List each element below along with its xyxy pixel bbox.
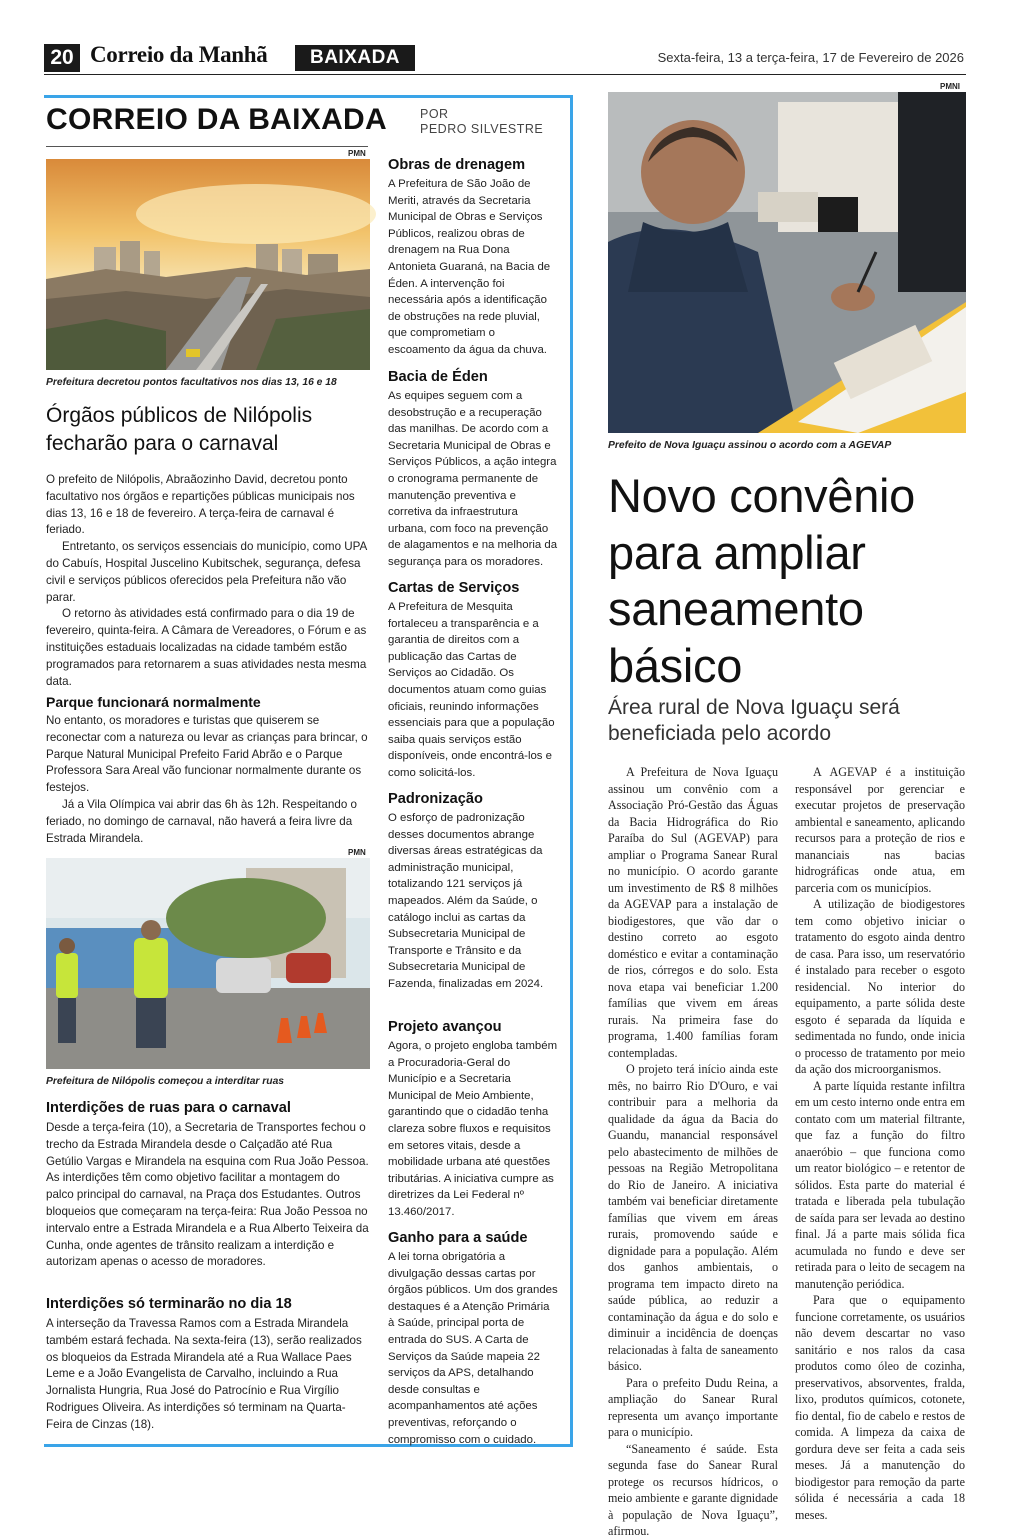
page-number: 20 [44,44,80,72]
news-brief [388,369,558,571]
photo-caption: Prefeito de Nova Iguaçu assinou o acordo com a AGEVAP [608,440,892,451]
masthead-logo: Correio da Manhã [90,42,268,67]
byline-author: PEDRO SILVESTRE [420,122,544,136]
edition-date: Sexta-feira, 13 a terça-feira, 17 de Fevereiro de 2026 [657,50,964,65]
photo-credit: PMNI [940,82,960,91]
paragraph: O projeto terá início ainda este mês, no bairro Rio D'Ouro, e vai contribuir para a melhoria da qualidade da água da Bacia do Guandu, manancial responsável pelo abastecimento de milhões de pessoas na Região Metropolitana do Rio de Janeiro. A iniciativa também vai beneficiar diretamente famílias que vivem em áreas rurais, promovendo saúde e dignidade para a população. Além dos ganhos ambientais, o programa tem impacto direto na saúde pública, ao reduzir a contaminação da água e do solo e diminuir a incidência de doenças relacionadas à falta de saneamento básico. [608,1062,778,1373]
paragraph: A parte líquida restante infiltra em um cesto interno onde entra em contato com um material filtrante, que faz a função do filtro anaeróbio – que funciona como um reator biológico – e retentor de sólidos. Esta parte do material é tratada e liberada pela tubulação de saída para ser levada ao destino final. Já a parte mais sólida fica acumulada no fundo e deve ser retirada para o leito de secagem na manutenção periódica. [795,1078,965,1291]
paragraph: A AGEVAP é a instituição responsável por gerenciar e executar projetos de preservação ambiental e saneamento, aplicando recursos para a proteção de rios e mananciais nas bacias hidrográficas onde atua, em parceria com os municípios. [795,765,965,895]
article-column-1 [608,764,778,1540]
paragraph: Desde a terça-feira (10), a Secretaria de Transportes fechou o trecho da Estrada Mirandela desde o Calçadão até Rua Getúlio Vargas e Mirandela na esquina com Rua João Pessoa. As interdições têm como objetivo facilitar a montagem do palco principal do carnaval, na Praça dos Estudantes. Outros bloqueios que começaram na terça-feira: Rua João Pessoa no intervalo entre a Estrada Mirandela e a Rua Alberto Teixeira da Cunha, onde agentes de trânsito realizam a interdição e autorizam apenas o acesso de moradores. [46,1121,369,1269]
article-deck: Área rural de Nova Iguaçu será beneficiada pelo acordo [608,696,900,745]
news-brief [388,157,558,359]
paragraph: “Saneamento é saúde. Esta segunda fase do Sanear Rural protege os recursos hídricos, o meio ambiente e garante dignidade à população de Nova Iguaçu”, afirmou. [608,1441,778,1538]
end-date-subheading: Interdições só terminarão no dia 18 [46,1296,292,1312]
brief-heading: Projeto avançou [388,1019,502,1035]
paragraph: Para o prefeito Dudu Reina, a ampliação do Sanear Rural representa um avanço importante para o município. [608,1375,778,1439]
park-body [46,713,370,847]
column-headline[interactable]: Órgãos públicos de Nilópolis fecharão para o carnaval [46,404,313,455]
paragraph: A utilização de biodigestores tem como objetivo iniciar o tratamento do esgoto ainda dentro de casa. Para isso, um reservatório é instalado para receber o esgoto residencial. No interior do equipamento, a parte sólida deste esgoto é separada da líquida e sedimentada no fundo, onde inicia o processo de tratamento por meio da ação dos microorganismos. [795,897,965,1076]
park-subheading: Parque funcionará normalmente [46,694,261,710]
news-brief [388,580,558,782]
brief-heading: Ganho para a saúde [388,1230,528,1246]
photo-caption: Prefeitura de Nilópolis começou a interditar ruas [46,1076,285,1087]
brief-text: Agora, o projeto engloba também a Procuradoria-Geral do Município e a Secretaria Municipal de Meio Ambiente, garantindo que o cidadão tenha clareza sobre fluxos e requisitos em setores vitais, desde a mobilidade urbana até questões tributárias. A iniciativa cumpre as diretrizes da Lei Federal nº 13.460/2017. [388,1040,558,1218]
paragraph: A Prefeitura de Nova Iguaçu assinou um convênio com a Associação Pró-Gestão das Águas da Bacia Hidrográfica do Rio Paraíba do Sul (AGEVAP) para ampliar o Programa Sanear Rural no município. O acordo garante um investimento de R$ 8 milhões da AGEVAP para a instalação de biodigestores, que vão dar o destino correto ao esgoto doméstico e evitar a contaminação de rios, córregos e do solo. Esta nova etapa vai beneficiar 1.200 famílias que vivem em áreas rurais. Na primeira fase do programa, 1.400 famílias foram contempladas. [608,765,778,1060]
column-frame-top [44,95,573,98]
byline-prefix: POR [420,107,449,121]
news-brief [388,1230,558,1448]
interdictions-body [46,1120,370,1271]
column-title-divider [46,146,368,147]
brief-heading: Cartas de Serviços [388,580,520,596]
intro-body [46,472,370,690]
byline [420,107,543,137]
photo-caption: Prefeitura decretou pontos facultativos nos dias 13, 16 e 18 [46,377,337,388]
news-brief [388,1019,558,1221]
photo-credit: PMN [348,848,366,857]
brief-text: As equipes seguem com a desobstrução e a recuperação das manilhas. De acordo com a Secretaria Municipal de Obras e Serviços Públicos, a ação integra o cronograma permanente de manutenção preventiva e corretiva da infraestrutura urbana, com foco na prevenção de alagamentos e na melhoria da segurança para os moradores. [388,390,558,568]
news-brief [388,791,558,993]
brief-heading: Bacia de Éden [388,369,488,385]
paragraph: No entanto, os moradores e turistas que quiserem se reconectar com a natureza ou levar as crianças para brincar, o Parque Natural Municipal Prefeito Farid Abrão e o Parque Professora Sara Areal vão funcionar normalmente durante os festejos. [46,714,368,795]
paragraph: A interseção da Travessa Ramos com a Estrada Mirandela também estará fechada. Na sexta-feira (13), serão realizados os bloqueios da Estrada Mirandela até a Rua Wallace Paes Leme e a João Evangelista de Carvalho, incluindo a Rua Jornalista Hungria, Rua José do Patrocínio e Rua Virgílio Rodrigues Oliveira. As interdições só terminam na Quarta-Feira de Cinzas (18). [46,1317,362,1431]
header-divider [44,74,966,75]
city-overpass-photo[interactable] [46,159,370,370]
brief-text: A Prefeitura de Mesquita fortaleceu a transparência e a garantia de direitos com a publicação das Cartas de Serviços ao Cidadão. Os documentos atuam como guias oficiais, reunindo informações essenciais para que a população saiba quais serviços estão disponíveis, onde encontrá-los e como solicitá-los. [388,601,555,779]
street-interdiction-photo[interactable] [46,858,370,1069]
brief-text: A Prefeitura de São João de Meriti, através da Secretaria Municipal de Obras e Serviços Públicos, realizou obras de drenagem na Rua Dona Antonieta Guaraná, na Bacia de Éden. A intervenção foi necessária após a identificação de obstruções na rede pluvial, que comprometiam o escoamento da água da chuva. [388,178,551,356]
paragraph: Entretanto, os serviços essenciais do município, como UPA do Cabuís, Hospital Juscelino Kubitschek, segurança, defesa civil e serviços públicos oferecidos pela Prefeitura não vão parar. [46,540,367,604]
paragraph: O retorno às atividades está confirmado para o dia 19 de fevereiro, quinta-feira. A Câmara de Vereadores, o Fórum e as instituições estaduais localizadas na cidade também estão programados para retornarem a suas atividades nesta mesma data. [46,607,367,688]
brief-heading: Obras de drenagem [388,157,526,173]
photo-credit: PMN [348,149,366,158]
end-date-body [46,1316,370,1434]
column-title: CORREIO DA BAIXADA [46,103,387,136]
article-column-2 [795,764,965,1523]
section-tag: BAIXADA [295,45,415,71]
interdictions-subheading: Interdições de ruas para o carnaval [46,1100,291,1116]
article-headline[interactable]: Novo convênio para ampliar saneamento básico [608,469,916,692]
paragraph: O prefeito de Nilópolis, Abraãozinho David, decretou ponto facultativo nos órgãos e repartições públicas municipais nos dias 13, 16 e 18 de fevereiro. A terça-feira de carnaval é feriado. [46,473,355,537]
brief-text: O esforço de padronização desses documentos abrange diversas áreas estratégicas da administração municipal, totalizando 121 serviços já mapeados. Além da Saúde, o catálogo inclui as cartas da Subsecretaria Municipal de Transporte e Trânsito e da Subsecretaria Municipal de Fazenda, finalizadas em 2024. [388,812,544,990]
paragraph: Para que o equipamento funcione corretamente, os usuários não devem descartar no vaso sanitário e nos ralos da casa produtos como óleo de cozinha, preservativos, absorventes, fralda, lixo, produtos químicos, cotonete, fio dental, fio de cabelo e restos de comida. A limpeza da caixa de gordura deve ser feita a cada seis meses. Já a manutenção do biodigestor para remoção da parte sólida é necessária a cada 18 meses. [795,1293,965,1522]
column-frame-right [570,95,573,1447]
paragraph: Já a Vila Olímpica vai abrir das 6h às 12h. Respeitando o feriado, no domingo de carnaval, não haverá a feira livre da Estrada Mirandela. [46,797,357,845]
brief-text: A lei torna obrigatória a divulgação dessas cartas por órgãos públicos. Um dos grandes destaques é a Atenção Primária à Saúde, principal porta de entrada do SUS. A Carta de Serviços da Saúde mapeia 22 serviços da APS, detalhando desde consultas e acompanhamentos até ações preventivas, reforçando o compromisso com o cuidado. [388,1251,558,1446]
mayor-signing-photo[interactable] [608,92,966,433]
brief-heading: Padronização [388,791,483,807]
